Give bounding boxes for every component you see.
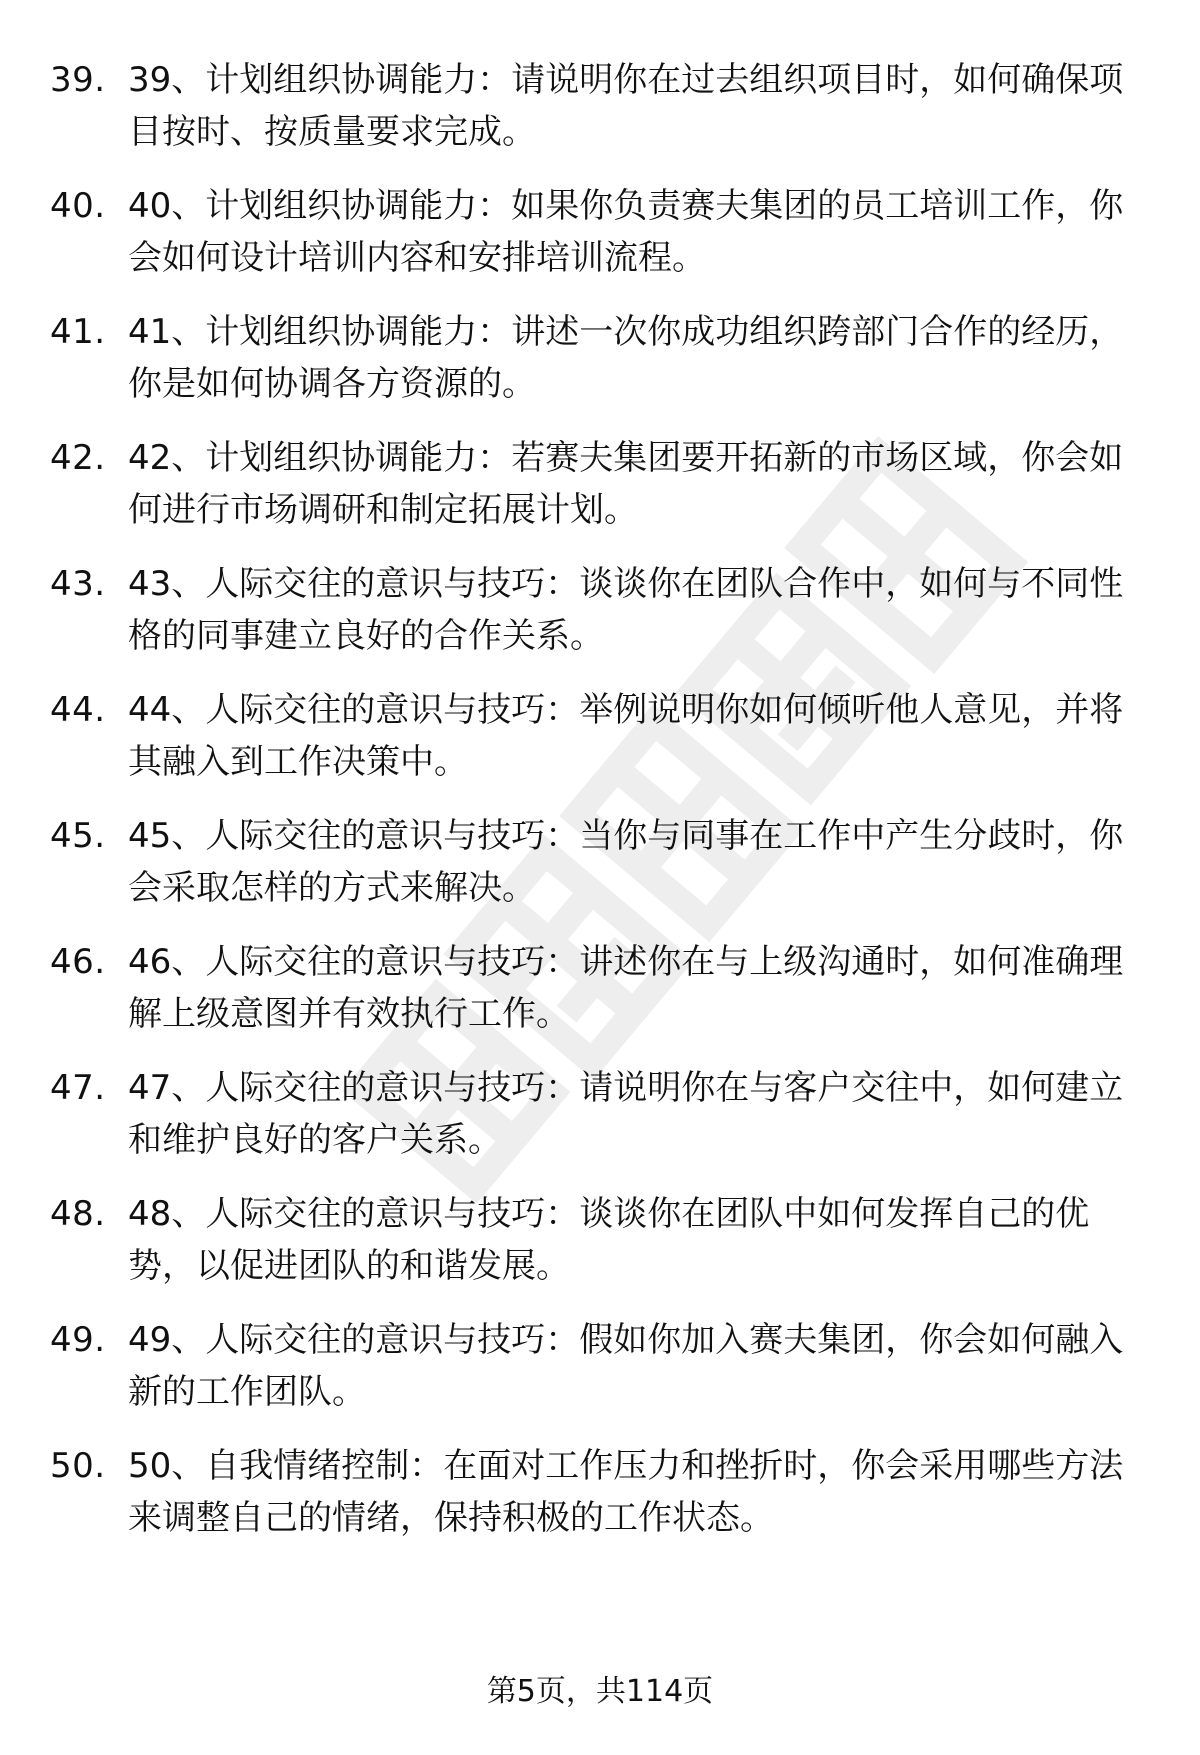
question-item [0, 1062, 1200, 1188]
question-item [0, 1314, 1200, 1440]
question-text: 44、人际交往的意识与技巧：举例说明你如何倾听他人意见，并将其融入到工作决策中。 [128, 690, 1124, 782]
question-number: 50. [50, 1446, 106, 1486]
question-text: 39、计划组织协调能力：请说明你在过去组织项目时，如何确保项目按时、按质量要求完成。 [128, 60, 1124, 152]
question-text: 49、人际交往的意识与技巧：假如你加入赛夫集团，你会如何融入新的工作团队。 [128, 1320, 1124, 1412]
question-item [0, 684, 1200, 810]
question-text: 43、人际交往的意识与技巧：谈谈你在团队合作中，如何与不同性格的同事建立良好的合作关系。 [128, 564, 1124, 656]
question-item [0, 306, 1200, 432]
question-number: 40. [50, 186, 106, 226]
question-item [0, 180, 1200, 306]
question-number: 42. [50, 438, 106, 478]
question-number: 48. [50, 1194, 106, 1234]
question-item [0, 1440, 1200, 1566]
question-number: 41. [50, 312, 106, 352]
question-text: 50、自我情绪控制：在面对工作压力和挫折时，你会采用哪些方法来调整自己的情绪，保持积极的工作状态。 [128, 1446, 1124, 1538]
question-text: 48、人际交往的意识与技巧：谈谈你在团队中如何发挥自己的优势，以促进团队的和谐发展。 [128, 1194, 1090, 1286]
question-number: 44. [50, 690, 106, 730]
question-text: 40、计划组织协调能力：如果你负责赛夫集团的员工培训工作，你会如何设计培训内容和安排培训流程。 [128, 186, 1124, 278]
question-text: 41、计划组织协调能力：讲述一次你成功组织跨部门合作的经历，你是如何协调各方资源的。 [128, 312, 1124, 404]
question-item [0, 432, 1200, 558]
question-text: 42、计划组织协调能力：若赛夫集团要开拓新的市场区域，你会如何进行市场调研和制定拓展计划。 [128, 438, 1124, 530]
page-footer: 第5页，共114页 [486, 1674, 714, 1709]
question-item [0, 810, 1200, 936]
question-number: 43. [50, 564, 106, 604]
question-text: 46、人际交往的意识与技巧：讲述你在与上级沟通时，如何准确理解上级意图并有效执行工作。 [128, 942, 1124, 1034]
question-item [0, 1188, 1200, 1314]
question-text: 47、人际交往的意识与技巧：请说明你在与客户交往中，如何建立和维护良好的客户关系。 [128, 1068, 1124, 1160]
question-item [0, 558, 1200, 684]
question-number: 45. [50, 816, 106, 856]
question-item [0, 54, 1200, 180]
question-item [0, 936, 1200, 1062]
question-number: 46. [50, 942, 106, 982]
question-text: 45、人际交往的意识与技巧：当你与同事在工作中产生分歧时，你会采取怎样的方式来解决。 [128, 816, 1124, 908]
question-list [0, 54, 1200, 1566]
question-number: 49. [50, 1320, 106, 1360]
question-number: 39. [50, 60, 106, 100]
question-number: 47. [50, 1068, 106, 1108]
